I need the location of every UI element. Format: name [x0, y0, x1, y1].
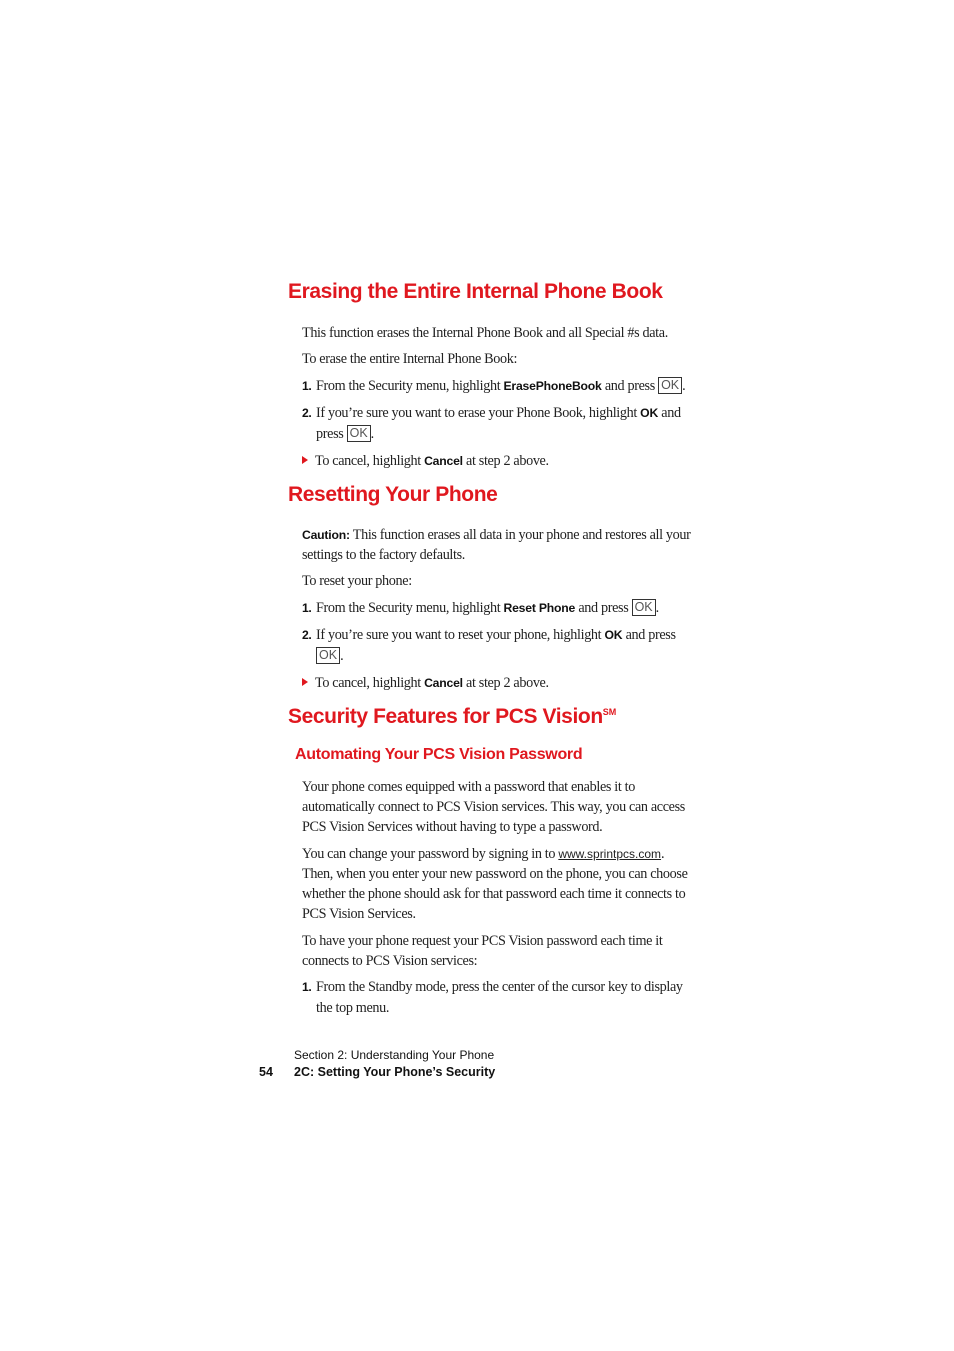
lead-paragraph-reset: To reset your phone: — [302, 573, 412, 589]
footer-section: Section 2: Understanding Your Phone — [294, 1048, 495, 1062]
para2-line1 — [302, 844, 664, 864]
option-ok: OK — [604, 628, 623, 642]
step-1-reset — [302, 598, 659, 618]
option-cancel: Cancel — [424, 454, 463, 468]
note-text: To cancel, highlight — [315, 675, 425, 691]
step-text: . — [370, 426, 374, 442]
lead-paragraph: To erase the entire Internal Phone Book: — [302, 351, 518, 367]
caution-label: Caution: — [302, 528, 350, 542]
cancel-note-reset — [302, 673, 549, 693]
step-text: and press — [575, 600, 632, 616]
step-text: and — [658, 405, 681, 421]
caution-paragraph-line2: settings to the factory defaults. — [302, 547, 465, 563]
step-2-reset — [302, 625, 676, 645]
arrow-bullet-icon — [302, 456, 308, 464]
menu-item-reset-phone: Reset Phone — [503, 601, 576, 615]
step-number: 1. — [302, 980, 312, 994]
note-text: at step 2 above. — [462, 453, 549, 469]
step-text: . — [655, 600, 659, 616]
step-text: . — [682, 378, 686, 394]
ok-key-icon: OK — [316, 647, 340, 664]
step-1-erase — [302, 376, 685, 396]
step-text: From the Standby mode, press the center of the cursor key to display — [316, 979, 683, 995]
note-text: To cancel, highlight — [315, 453, 425, 469]
option-ok: OK — [640, 406, 659, 420]
step-text: and press — [622, 627, 676, 643]
cancel-note-erase — [302, 451, 549, 471]
step-text: press — [316, 426, 347, 442]
para-text: You can change your password by signing in to — [302, 846, 559, 862]
step-text: If you’re sure you want to erase your Phone Book, highlight — [316, 405, 641, 421]
step-number: 2. — [302, 406, 312, 420]
intro-paragraph: This function erases the Internal Phone Book and all Special #s data. — [302, 325, 668, 341]
para1-line1: Your phone comes equipped with a password that enables it to — [302, 779, 635, 795]
section-title-erase-phonebook: Erasing the Entire Internal Phone Book — [288, 280, 663, 303]
caution-text: This function erases all data in your phone and restores all your — [349, 527, 691, 543]
step-2-erase-line2 — [316, 424, 374, 444]
ok-key-icon: OK — [632, 599, 656, 616]
footer-chapter: 2C: Setting Your Phone’s Security — [294, 1065, 496, 1079]
step-text: . — [340, 648, 344, 664]
caution-paragraph — [302, 525, 691, 545]
step-text: If you’re sure you want to reset your phone, highlight — [316, 627, 605, 643]
option-cancel: Cancel — [424, 676, 463, 690]
step-2-reset-line2 — [316, 646, 343, 666]
step-number: 2. — [302, 628, 312, 642]
step-1-standby — [302, 977, 683, 997]
menu-item-erasephonebook: ErasePhoneBook — [503, 379, 602, 393]
step-1-standby-line2: the top menu. — [316, 1000, 390, 1016]
page-number: 54 — [259, 1065, 273, 1079]
para2-line4: PCS Vision Services. — [302, 906, 416, 922]
step-text: and press — [601, 378, 659, 394]
step-text: From the Security menu, highlight — [316, 600, 504, 616]
service-mark: SM — [602, 707, 617, 717]
step-number: 1. — [302, 601, 312, 615]
arrow-bullet-icon — [302, 678, 308, 686]
step-text: From the Security menu, highlight — [316, 378, 504, 394]
para3-line2: connects to PCS Vision services: — [302, 953, 478, 969]
sprintpcs-link[interactable]: www.sprintpcs.com — [558, 847, 662, 861]
step-2-erase — [302, 403, 681, 423]
note-text: at step 2 above. — [462, 675, 549, 691]
para2-line2: Then, when you enter your new password on the phone, you can choose — [302, 866, 688, 882]
para1-line3: PCS Vision Services without having to type a password. — [302, 819, 603, 835]
title-text: Security Features for PCS Vision — [288, 705, 603, 728]
para1-line2: automatically connect to PCS Vision services. This way, you can access — [302, 799, 685, 815]
ok-key-icon: OK — [347, 425, 371, 442]
para-text: . — [661, 846, 665, 862]
step-number: 1. — [302, 379, 312, 393]
ok-key-icon: OK — [658, 377, 682, 394]
section-title-reset-phone: Resetting Your Phone — [288, 483, 498, 506]
para3-line1: To have your phone request your PCS Vision password each time it — [302, 933, 663, 949]
para2-line3: whether the phone should ask for that password each time it connects to — [302, 886, 686, 902]
subsection-title-automating-password: Automating Your PCS Vision Password — [295, 746, 583, 763]
section-title-security-pcs-vision — [288, 705, 616, 729]
